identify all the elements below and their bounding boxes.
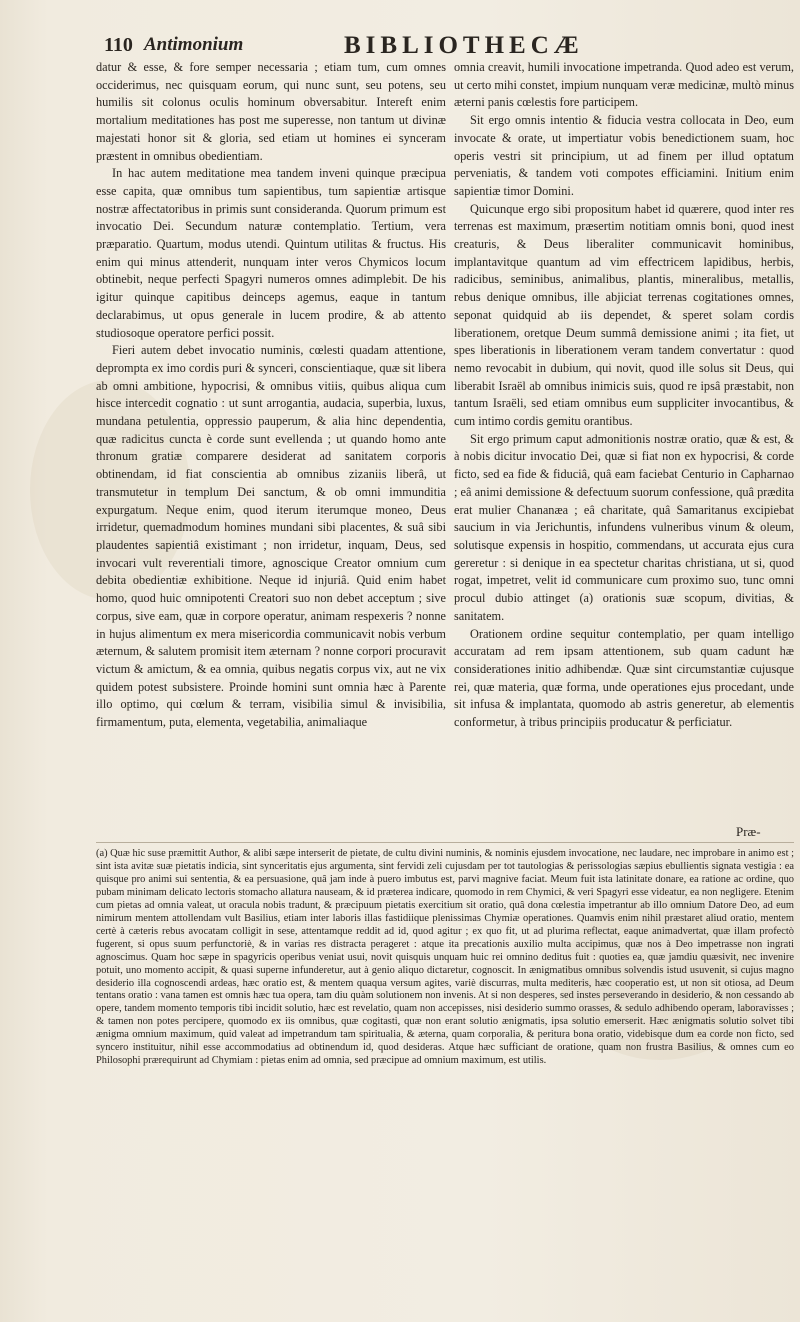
footnote-divider: [96, 842, 794, 843]
paragraph: Orationem ordine sequitur contemplatio, per quam intelligo accuratam ad rem ipsam attentionem, sub quam cadunt hæ considerationes initio adhibendæ. Quæ sint circumstantiæ cujusque rei, quæ materia, quæ forma, unde operationes ejus procedant, unde sit infusa & implantata, quomodo ab astris generetur, ab elementis conformetur, à tribus principiis producatur & perficiatur.: [454, 626, 794, 730]
paragraph: In hac autem meditatione mea tandem inveni quinque præcipua esse capita, quæ omnibus tum sapientibus, tum sapientiæ artisque nostræ affectatoribus in primis sunt consideranda. Quorum primum est invocatio Dei. Secundum naturæ contemplatio. Tertium, vera præparatio. Quartum, modus utendi. Quintum utilitas & fructus. His enim qui minus attenderit, nunquam inter veros Chymicos locum obtinebit, neque perfecti Spagyri numeros omnes adimplebit. De his igitur quinque capitibus deinceps agemus, eaque in tantum declarabimus, ut opus generale in lucem prodire, & ab attento studiosoque operatore perfici possit.: [96, 166, 446, 340]
footnote-text: (a) Quæ hic suse præmittit Author, & alibi sæpe interserit de pietate, de cultu divini numinis, & nominis ejusdem invocatione, nec laudare, nec improbare in animo est ; sint ista avitæ suæ pietatis indicia, sint synceritatis ejus argumenta, sint fervidi zeli cujusdam per tot tautologias & perissologias sæpius ebullientis signata vestigia : ea quisque pro animi sui sententia, & ea persuasione, quâ jam inde à puero imbutus est, parvi magnive faciat. Meum fuit ista latinitate donare, ea ratione ac ordine, quo pubam minimam delicato lectoris stomacho allatura nauseam, & id præterea indicare, quomodo in rem Chymici, & veri Spagyri esse videatur, ea non negligere. Etenim cum pietas ad omnia valeat, ut oracula nobis tradunt, & præcipuum pietatis exercitium sit oratio, quâ dona cœlestia impetrantur ab illo omnium Datore Deo, ad eum nimirum mentem attollendam vult Basilius, etiam inter laboris illas fastidiique plenissimas Chymiæ operationes. Quamvis enim nihil præstaret aliud oratio, mentem certè à cæteris rebus avocatam colligit in sese, attentamque reddit ad id, quod agitur ; ex quo fit, ut ad plurima reflectat, eaque animadvertat, quæ illam profectò fugerent, si opus suum perfunctoriè, & in varias res distracta perageret : atque ita precationis auxilio multa accipimus, quæ nos à Deo impetrasse non ingrati agnoscimus. Quam hoc sæpe in spagyricis operibus veniat usui, novit quisquis unquam huic rei omnino deditus fuit : quoties ea, quæ jamdiu quæsivit, nec invenire potuit, uno momento accipit, & quasi superne infunderetur, aut à genio aliquo dictaretur, cognoscit. In ænigmatibus omnibus solvendis istud usuvenit, si cujus magno desiderio illa cognoscendi ardeas, hæc oratio est, & mentem quaqua versum agites, variè discurras, multa mediteris, hæc cooperatio est, ut non sit otiosa, ad Deum tentans oratio : vana tamen est omnis hæc tua opera, tam diu quàm solutionem non invenis. At si non desperes, sed instes perseverando in desiderio, & non cessando ab opere, tandem momento temporis tibi incidit solutio, hæc est revelatio, quam non accepisses, nisi desiderio summo orasses, & sedulo adhibendo operam, laboravisses ; & tamen non potes percipere, quomodo ex iis omnibus, quæ cogitasti, quæ non erant solutio ænigmatis, ipsa solutio emerserit. Hæc ænigmatis solutio solvet tibi ænigma omnium maximum, quid valeat ad impetrandum tam spiritualia, & æterna, quam corporalia, & peritura bona oratio, videbisque dum ea corde non ficto, sed syncero instituitur, nihil esse accommodatius ad obtinendum id, quod desideras. Atque hæc sufficiant de oratione, quam non frustra Basilius, & omnes cum eo Philosophi prærequirunt ad Chymiam : pietas enim ad omnia, sed præcipue ad omnium maximum, est utilis.: [96, 848, 794, 1067]
paragraph: Sit ergo omnis intentio & fiducia vestra collocata in Deo, eum invocate & orate, ut impertiatur vobis benedictionem suam, hoc operis vestri sit principium, ut ad finem per illud optatum perveniatis, & tandem voti compotes efficiamini. Initium enim sapientiæ timor Domini.: [454, 113, 794, 198]
paragraph: datur & esse, & fore semper necessaria ; etiam tum, cum omnes occiderimus, nec quisquam eorum, qui nunc sunt, seu potens, seu humilis sit colonus oculis hominum obversabitur. Intereft enim mortalium meditationes has post me superesse, non tantum ut divinæ majestati honor sit & gloria, sed etiam ut homines ei synceram præstent in omnibus obedientiam.: [96, 60, 446, 163]
paragraph: Fieri autem debet invocatio numinis, cœlesti quadam attentione, deprompta ex imo cordis puri & synceri, conscientiaque, quæ sit libera ab omni ambitione, hypocrisi, & omnibus vitiis, quibus aliqua cum hisce intercedit cognatio : ut sunt arrogantia, audacia, superbia, luxus, mundana petulentia, oppressio pauperum, & alia hinc dependentia, quæ radicitus cuncta è corde sunt evellenda ; ut quando homo ante thronum gratiæ comparere desiderat ad sanitatem corporis obtinendam, id fiat conscientia ab omnibus zizaniis liberâ, ut transmutetur in templum Dei sanctum, & ob omni immunditia expurgatum. Neque enim, quod iterum iterumque moneo, Deus irridetur, quemadmodum homines mundani sibi placentes, & suâ sibi plaudentes sapientiâ existimant ; non irridetur, inquam, Deus, sed invocari vult reverentiali timore, agnoscique Creator omnium cum debita obedientiæ exhibitione. Neque id injuriâ. Quid enim habet homo, quod huic omnipotenti Creatori suo non debet acceptum ; sive corpus, sive eam, quæ in corpore operatur, animam respexeris ? nonne in hujus alimentum ex mera misericordia communicavit nobis verbum æternum, & salutem promisit item æternam ? nonne corpori procuravit victum & amictum, & ea omnia, quibus negatis corpus vix, aut ne vix quidem potest subsistere. Proinde homini sunt omnia hæc à Parente illo optimo, qui cœlum & terram, visibilia simul & invisibilia, firmamentum, puta, elementa, vegetabilia, animaliaque: [96, 343, 446, 730]
page-number: 110: [104, 34, 133, 56]
footnote: [96, 848, 794, 1068]
paragraph: Quicunque ergo sibi propositum habet id quærere, quod inter res terrenas est maximum, præsertim notitiam omnis boni, quod inest creaturis, & Deus liberaliter communicavit hominibus, implantavitque quantum ad vim effectricem lapidibus, herbis, radicibus, seminibus, animalibus, plantis, mineralibus, metallis, rebus denique omnibus, ille abjiciat terrenas cogitationes omnes, seponat quidquid ab iis dependet, & speret solam cordis liberationem, oretque Deum summâ demissione animi ; ita fiet, ut spes liberationis in liberationem veram tandem convertatur : quod nemo revocabit in dubium, qui novit, quod ille solus sit Deus, qui liberabit Israël ab omnibus inimicis suis, quod re ipsâ præstabit, non tantum Israëli, sed etiam omnibus eum suppliciter invocantibus, & cum intimo cordis gemitu orantibus.: [454, 201, 794, 429]
paragraph: Sit ergo primum caput admonitionis nostræ oratio, quæ & est, & à nobis dicitur invocatio Dei, quæ si fiat non ex hypocrisi, & corde ficto, sed ea fide & fiduciâ, quâ eam faciebat Centurio in Capharnao ; eâ animi demissione & defectuum suorum confessione, quâ prædita erat mulier Chananæa ; eâ charitate, quâ Samaritanus excipiebat saucium in via Jerichuntis, infundens vulneribus vinum & oleum, solutisque expensis in hospitio, commendans, ut accurata ejus cura gereretur : si denique in ea spectetur charitas christiana, ut si, quod rogat, impetret, velit id communicare cum proximo suo, tunc omni procul dubio attinget (a) orationis suæ scopum, divitias, & sanitatem.: [454, 431, 794, 623]
running-head: Antimonium: [144, 34, 244, 55]
left-column: [96, 59, 446, 732]
catchword: Præ-: [736, 824, 761, 839]
page-title: BIBLIOTHECÆ: [344, 32, 584, 59]
right-column: [454, 59, 794, 732]
paragraph: omnia creavit, humili invocatione impetranda. Quod adeo est verum, ut certo mihi constet, impium nunquam veræ medicinæ, multò minus æterni panis cœlestis fore participem.: [454, 60, 794, 110]
